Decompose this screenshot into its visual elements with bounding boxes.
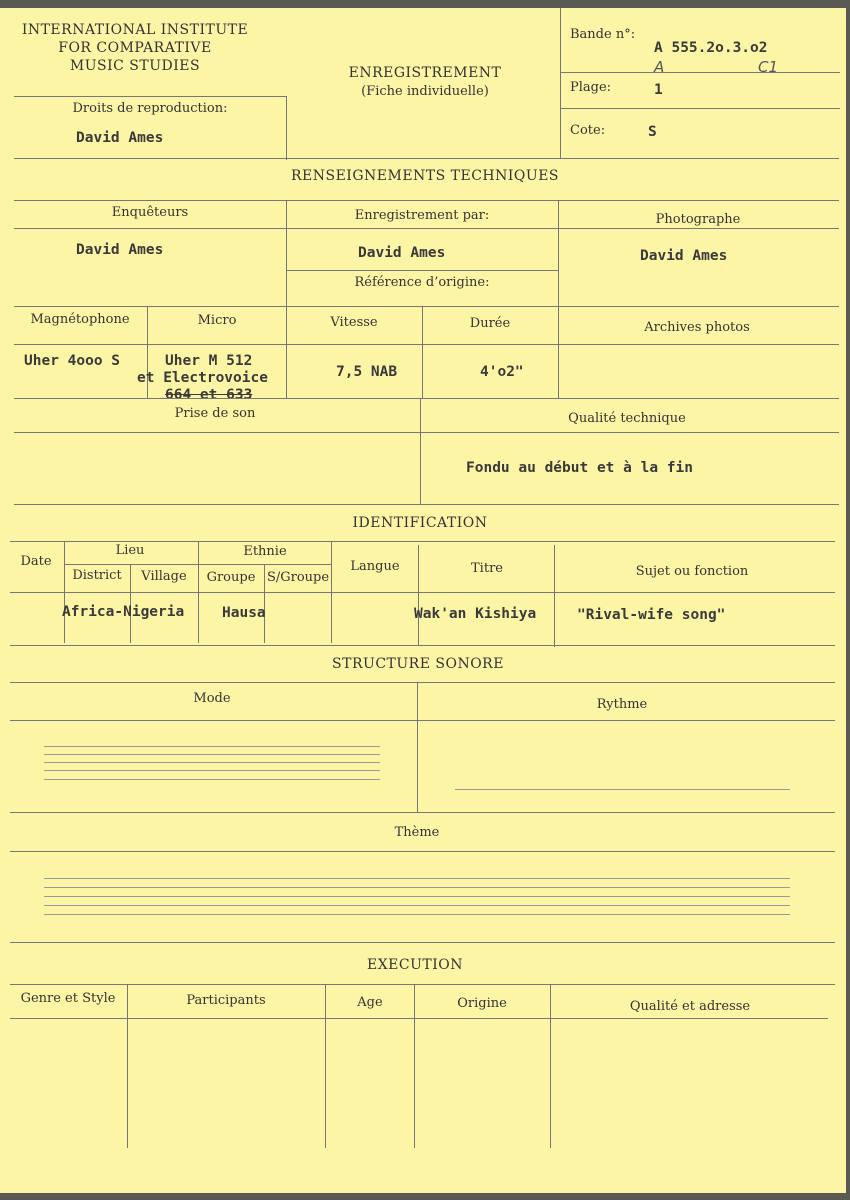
divider xyxy=(14,344,839,345)
duration-value: 4'o2" xyxy=(480,364,524,380)
divider xyxy=(10,592,835,593)
subject-label: Sujet ou fonction xyxy=(635,564,749,579)
photographer-label: Photographe xyxy=(655,212,741,227)
place-value: Africa-Nigeria xyxy=(62,604,185,620)
rights-label: Droits de reproduction: xyxy=(72,101,228,116)
speed-label: Vitesse xyxy=(330,315,378,330)
micro-value-line-1: Uher M 512 xyxy=(165,353,253,369)
divider xyxy=(14,504,839,505)
group-label: Groupe xyxy=(206,570,256,585)
divider xyxy=(414,984,415,1148)
divider xyxy=(325,984,326,1148)
recording-form-card xyxy=(0,8,846,1193)
subject-value: "Rival-wife song" xyxy=(577,607,726,623)
divider xyxy=(10,812,835,813)
origin-label: Origine xyxy=(457,996,507,1011)
divider xyxy=(127,984,128,1148)
theme-fill-line xyxy=(44,878,790,879)
micro-value-line-2: et Electrovoice xyxy=(137,370,268,386)
tape-number-value: A 555.2o.3.o2 xyxy=(654,40,768,56)
ethnic-group-value: Hausa xyxy=(222,605,266,621)
mode-label: Mode xyxy=(193,691,231,706)
participants-label: Participants xyxy=(186,993,266,1008)
theme-fill-line xyxy=(44,905,790,906)
divider xyxy=(10,1018,828,1019)
theme-fill-line xyxy=(44,914,790,915)
cote-value: S xyxy=(648,124,657,140)
age-label: Age xyxy=(357,995,383,1010)
date-label: Date xyxy=(20,554,52,569)
divider xyxy=(14,432,839,433)
divider xyxy=(286,270,558,271)
form-title: ENREGISTREMENT xyxy=(348,65,502,81)
track-label: Plage: xyxy=(570,80,612,95)
structure-section-title: STRUCTURE SONORE xyxy=(332,656,504,672)
mode-fill-line xyxy=(44,762,380,763)
subgroup-label: S/Groupe xyxy=(266,570,330,585)
technical-section-title: RENSEIGNEMENTS TECHNIQUES xyxy=(290,168,560,184)
investigators-label: Enquêteurs xyxy=(111,205,189,220)
photo-archives-label: Archives photos xyxy=(644,320,750,335)
divider xyxy=(14,228,839,229)
divider xyxy=(10,851,835,852)
investigators-value: David Ames xyxy=(76,242,164,258)
theme-fill-line xyxy=(44,887,790,888)
track-value: 1 xyxy=(654,82,663,98)
institute-line-3: MUSIC STUDIES xyxy=(69,58,201,74)
divider xyxy=(10,984,835,985)
micro-value-line-3: 664 et 633 xyxy=(165,387,253,403)
divider xyxy=(10,942,835,943)
genre-label: Genre et Style xyxy=(20,991,116,1006)
form-subtitle: (Fiche individuelle) xyxy=(361,84,489,99)
tape-handwritten-a: A xyxy=(654,58,665,76)
tape-handwritten-c1: C1 xyxy=(758,58,779,76)
identification-section-title: IDENTIFICATION xyxy=(352,515,488,531)
language-label: Langue xyxy=(350,559,400,574)
recorder-label: Magnétophone xyxy=(30,312,130,327)
divider xyxy=(286,200,287,306)
divider xyxy=(560,8,561,158)
theme-label: Thème xyxy=(394,825,440,840)
title-value: Wak'an Kishiya xyxy=(414,606,537,622)
recorded-by-value: David Ames xyxy=(358,245,446,261)
quality-address-label: Qualité et adresse xyxy=(629,999,751,1014)
divider xyxy=(14,398,839,399)
divider xyxy=(14,200,839,201)
divider xyxy=(10,682,835,683)
divider xyxy=(14,158,839,159)
divider xyxy=(14,96,286,97)
duration-label: Durée xyxy=(469,316,511,331)
rhythm-label: Rythme xyxy=(596,697,648,712)
divider xyxy=(560,72,840,73)
rights-value: David Ames xyxy=(76,130,164,146)
divider xyxy=(10,541,835,542)
photographer-value: David Ames xyxy=(640,248,728,264)
divider xyxy=(10,720,835,721)
ethnic-label: Ethnie xyxy=(243,544,287,559)
technical-quality-value: Fondu au début et à la fin xyxy=(466,460,693,476)
divider xyxy=(264,564,265,643)
place-label: Lieu xyxy=(115,543,145,558)
divider xyxy=(550,984,551,1148)
recorder-value: Uher 4ooo S xyxy=(24,353,121,369)
divider xyxy=(558,200,559,306)
village-label: Village xyxy=(141,569,187,584)
cote-label: Cote: xyxy=(570,123,606,138)
divider xyxy=(417,682,418,812)
divider xyxy=(286,96,287,160)
divider xyxy=(558,306,559,398)
divider xyxy=(10,645,835,646)
divider xyxy=(554,545,555,647)
institute-line-1: INTERNATIONAL INSTITUTE xyxy=(21,22,249,38)
recorded-by-label: Enregistrement par: xyxy=(354,208,490,223)
divider xyxy=(560,108,840,109)
divider xyxy=(422,306,423,398)
mode-fill-line xyxy=(44,770,380,771)
institute-line-2: FOR COMPARATIVE xyxy=(58,40,212,56)
divider xyxy=(420,398,421,504)
sound-pickup-label: Prise de son xyxy=(174,406,256,421)
title-label: Titre xyxy=(471,561,503,576)
execution-section-title: EXECUTION xyxy=(366,957,464,973)
mode-fill-line xyxy=(44,754,380,755)
rhythm-fill-line xyxy=(455,789,790,790)
mode-fill-line xyxy=(44,746,380,747)
divider xyxy=(286,306,287,398)
micro-label: Micro xyxy=(197,313,237,328)
theme-fill-line xyxy=(44,896,790,897)
origin-ref-label: Référence d’origine: xyxy=(354,275,490,290)
speed-value: 7,5 NAB xyxy=(336,364,398,380)
divider xyxy=(64,564,331,565)
district-label: District xyxy=(72,568,122,583)
technical-quality-label: Qualité technique xyxy=(568,411,686,426)
divider xyxy=(418,545,419,645)
mode-fill-line xyxy=(44,779,380,780)
divider xyxy=(14,306,839,307)
tape-label: Bande n°: xyxy=(570,27,636,42)
